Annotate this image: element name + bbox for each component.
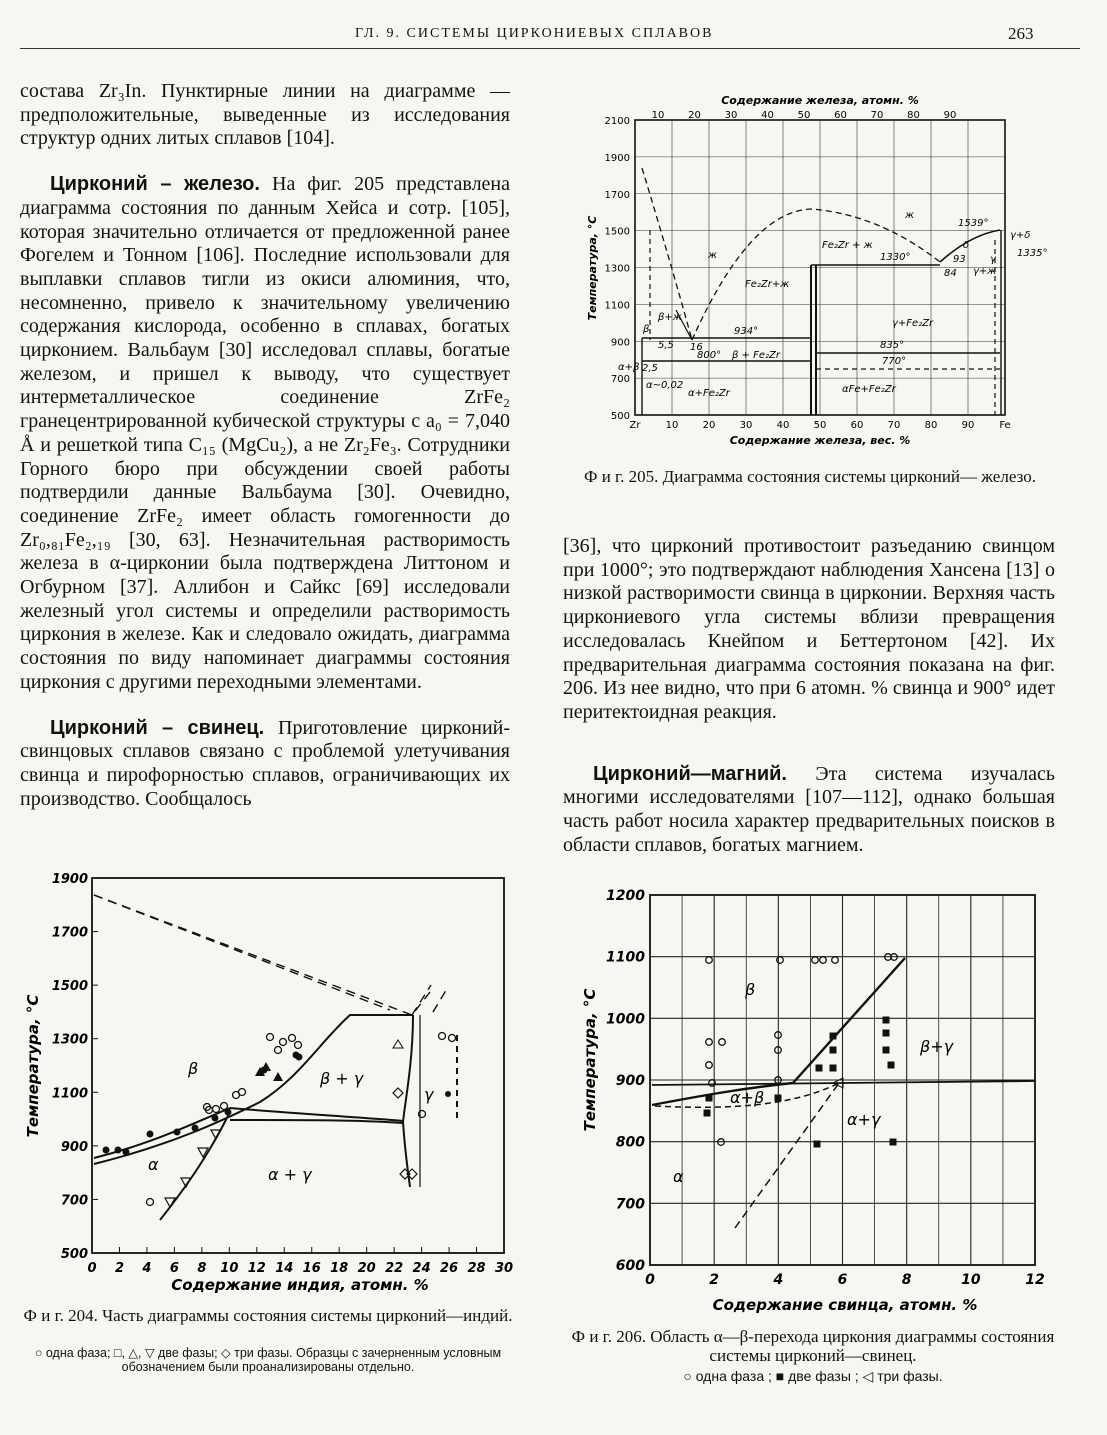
fig206-point-one-phase (706, 1062, 713, 1069)
fig205-y-tick-label: 1100 (604, 300, 630, 312)
fig206-point-one-phase (832, 957, 839, 964)
fig206-point-two-phase (704, 1110, 711, 1117)
fig204-region-gamma: γ (424, 1085, 434, 1104)
fig206-x-tick-label: 2 (709, 1272, 720, 1288)
fig204-x-tick-label: 8 (197, 1261, 207, 1276)
fig204-x-tick-label: 0 (87, 1261, 97, 1276)
fig204-point-one-phase (280, 1039, 287, 1046)
fig204-region-beta-gamma: β + γ (320, 1069, 364, 1088)
fig205-y-ticks (605, 116, 630, 422)
fig206-y-tick-label: 1200 (606, 888, 645, 904)
fig204-point-analyzed (174, 1129, 181, 1136)
fig205-label: αFe+Fe₂Zr (842, 384, 896, 395)
fig204-y-tick-label: 1300 (51, 1032, 88, 1048)
fig206-y-tick-label: 1000 (606, 1011, 645, 1028)
fig205-label: 84 (944, 268, 957, 279)
fig205-label: Fe₂Zr+ж (745, 279, 790, 290)
fig205-label: α+β (618, 362, 640, 373)
fig206-legend: ○ одна фаза ; ■ две фазы ; ◁ три фазы. (683, 1368, 943, 1384)
fig205-top-ticks (652, 110, 957, 121)
fig205-label: ж (905, 210, 915, 221)
fig206-point-two-phase (883, 1030, 890, 1037)
fig204-x-tick-label: 28 (467, 1261, 486, 1276)
fig205-label: Fe₂Zr + ж (822, 240, 873, 251)
fig205-label: γ+Fe₂Zr (892, 318, 934, 329)
fig205-y-axis-label: Температура, °C (586, 215, 599, 321)
fig206-point-two-phase (888, 1062, 895, 1069)
fig205-label: γ (990, 254, 996, 265)
fig206-region-alpha-beta: α+β (730, 1088, 765, 1107)
fig206-point-two-phase (816, 1065, 823, 1072)
fig204-point-two-phase (261, 1062, 271, 1071)
fig206-y-ticks (606, 888, 645, 1274)
fig205-top-tick-label: 80 (907, 110, 920, 121)
fig205-bottom-ticks (630, 420, 1011, 431)
fig206-region-alpha-gamma: α+γ (847, 1110, 881, 1129)
fig205-label: 800° (697, 350, 722, 361)
fig205-label: γ+δ (1010, 230, 1031, 241)
fig204-point-analyzed (445, 1091, 451, 1097)
fig204-dashed-lower (94, 895, 430, 1015)
fig206-x-ticks (645, 1272, 1045, 1288)
fig204-beta-gamma-line (94, 1015, 413, 1164)
left-paragraph-3 (20, 717, 510, 812)
fig204-x-tick-label: 24 (412, 1261, 431, 1276)
figure-206-diagram (565, 880, 1065, 1320)
fig204-point-two-phase (273, 1072, 283, 1081)
fig205-label: 770° (882, 356, 907, 367)
fig204-x-tick-label: 6 (169, 1261, 179, 1276)
fig205-y-tick-label: 1300 (604, 263, 630, 275)
fig205-label: γ+ж (973, 266, 997, 277)
left-paragraph-2 (20, 173, 510, 694)
fig204-frame (92, 878, 504, 1253)
fig204-y-tick-label: 1900 (51, 872, 88, 887)
fig204-y-tick-label: 1100 (51, 1086, 88, 1102)
fig205-y-tick-label: 1900 (604, 152, 630, 164)
fig205-label: 1330° (880, 252, 911, 263)
zr-fe-text: На фиг. 205 представлена диаграмма состояния по данным Хейса и сотр. [105], которая значительно отличается от предложенной ранее Фогелем и Тонном [106]. Последние использовали для выплавки сплавов тигли из окиси алюминия, что, несомненно, привело к значительному увеличению содержания кислорода, особенно в сплавах, богатых цирконием. Вальбаум [30] исследовал сплавы, богатые железом, и пришел к выводу, что существует интерметаллическое соединение ZrFe₂ гранецентрированной кубической структуры с a₀ = 7,040 Å и решеткой типа C₁₅ (MgCu₂), а не Zr₂Fe₃. Сотрудники Горного бюро при обсуждении своей работы подтвердили данные Вальбаума [30]. Очевидно, соединение ZrFe₂ имеет область гомогенности до Zr₀,₈₁Fe₂,₁₉ [30, 63]. Незначительная растворимость железа в α-цирконии была подтверждена Литтоном и Огбурном [37]. Аллибон и Сайкс [69] исследовали железный угол системы и определили растворимость циркония в железе. Как и следовало ожидать, диаграмма состояния по виду напоминает диаграммы состояния циркония с другими переходными элементами. (20, 173, 511, 693)
fig204-dashed-tip (412, 985, 431, 1015)
fig206-point-two-phase (883, 1047, 890, 1054)
fig204-x-tick-label: 10 (220, 1261, 239, 1276)
fig204-point-three-phase (393, 1088, 403, 1098)
fig205-label: α~0,02 (646, 380, 684, 391)
fig204-gamma-left (403, 1015, 413, 1187)
right-text-column (563, 535, 1055, 857)
fig204-x-tick-label: 12 (247, 1261, 266, 1276)
fig204-x-tick-label: 18 (330, 1261, 349, 1276)
fig205-label: δ (963, 240, 970, 251)
fig204-x-ticks (87, 1247, 513, 1276)
zr-mg-text: Эта система изучалась многими исследователями [107—112], однако большая часть работ носила характер предварительных поисков в области сплавов, богатых магнием. (563, 762, 1056, 856)
fig204-y-tick-label: 700 (60, 1193, 88, 1209)
fig204-region-alpha: α (148, 1155, 159, 1174)
fig205-label: 93 (953, 254, 966, 265)
fig205-label: 5,5 (658, 340, 674, 351)
left-text-column (20, 80, 510, 811)
fig204-point-one-phase (147, 1199, 154, 1206)
section-heading-zr-mg: Цирконий—магний. (593, 762, 787, 785)
fig205-caption: Ф и г. 205. Диаграмма состояния системы цирконий— железо. (584, 467, 1036, 486)
fig204-point-one-phase (275, 1047, 282, 1054)
fig204-dashed-right-tip (433, 987, 448, 1012)
fig204-y-axis-label: Температура, °C (24, 994, 42, 1138)
fig206-x-tick-label: 8 (901, 1272, 912, 1288)
fig205-label: β (643, 324, 650, 335)
fig205-y-tick-label: 1500 (604, 226, 630, 238)
right-paragraph-1: [36], что цирконий противостоит разъеданию свинцом при 1000°; это подтверждают наблюдения Хансена [13] о низкой растворимости свинца в цирконии. Верхняя часть циркониевого угла системы вблизи превращения исследовалась Кнейпом и Беттертоном [42]. Их предварительная диаграмма состояния показана на фиг. 206. Из нее видно, что при 6 атомн. % свинца и 900° идет перитектоидная реакция. (563, 535, 1055, 723)
fig204-y-tick-label: 900 (60, 1139, 88, 1155)
fig205-top-tick-label: 70 (870, 110, 884, 121)
fig204-region-alpha-gamma: α + γ (268, 1165, 312, 1184)
fig206-y-tick-label: 700 (615, 1196, 645, 1213)
fig204-x-tick-label: 14 (275, 1261, 294, 1276)
fig204-point-analyzed (192, 1125, 199, 1132)
header-rule (20, 48, 1080, 49)
fig205-label: β+ж (658, 312, 682, 323)
fig204-x-tick-label: 26 (440, 1261, 459, 1276)
fig205-top-axis-label: Содержание железа, атомн. % (721, 94, 919, 107)
fig205-bottom-tick-label: 50 (813, 420, 827, 431)
fig204-point-one-phase (267, 1034, 274, 1041)
left-paragraph-1: состава Zr₃In. Пунктирные линии на диаграмме — предположительные, выведенные из исследования структур одних литых сплавов [104]. (20, 80, 510, 150)
fig204-point-analyzed (212, 1115, 219, 1122)
fig204-x-axis-label: Содержание индия, атомн. % (171, 1276, 429, 1294)
fig205-bottom-tick-label: 30 (739, 420, 753, 431)
running-title: ГЛ. 9. СИСТЕМЫ ЦИРКОНИЕВЫХ СПЛАВОВ (355, 26, 714, 41)
fig204-point-one-phase (221, 1103, 228, 1110)
fig206-point-two-phase (890, 1139, 897, 1146)
fig205-top-tick-label: 20 (688, 110, 701, 121)
fig204-point-analyzed (115, 1147, 122, 1154)
fig205-y-tick-label: 500 (610, 411, 630, 422)
fig205-label: 835° (880, 340, 905, 351)
fig206-x-tick-label: 6 (837, 1272, 848, 1288)
fig204-region-beta: β (188, 1059, 199, 1078)
fig206-point-two-phase (830, 1047, 837, 1054)
fig204-y-tick-label: 500 (60, 1247, 88, 1262)
fig204-point-analyzed (123, 1149, 130, 1156)
fig205-bottom-tick-label: 80 (924, 420, 938, 431)
fig206-caption: Ф и г. 206. Область α—β-перехода циркония диаграммы состояния системы цирконий—свинец. (571, 1327, 1055, 1365)
fig205-bottom-tick-label: 60 (850, 420, 864, 431)
figure-205-diagram (580, 90, 1048, 460)
fig205-bottom-tick-label: 10 (665, 420, 679, 431)
fig205-label: β + Fe₂Zr (732, 350, 780, 361)
fig204-x-tick-label: 4 (142, 1261, 152, 1276)
fig205-label: 2,5 (642, 363, 658, 374)
fig206-phase-lines (652, 958, 1035, 1228)
fig206-point-one-phase (777, 957, 784, 964)
fig206-y-tick-label: 1100 (606, 949, 645, 966)
fig206-point-two-phase (775, 1095, 782, 1102)
fig204-point-one-phase (213, 1106, 220, 1113)
fig205-label: ж (708, 250, 718, 261)
fig204-point-analyzed (147, 1131, 154, 1138)
fig206-point-one-phase (706, 957, 713, 964)
fig206-region-alpha: α (673, 1167, 684, 1186)
right-paragraph-2 (563, 763, 1055, 858)
fig206-region-beta-gamma: β+γ (920, 1037, 954, 1056)
fig205-y-tick-label: 2100 (604, 116, 630, 127)
fig206-y-tick-label: 900 (615, 1073, 645, 1089)
page-number: 263 (1008, 24, 1034, 43)
fig206-y-tick-label: 800 (615, 1134, 645, 1151)
fig204-x-tick-label: 20 (357, 1261, 376, 1276)
fig206-region-beta: β (745, 980, 756, 999)
fig205-top-tick-label: 30 (724, 110, 738, 121)
fig205-label: 1335° (1017, 248, 1048, 259)
fig204-point-one-phase (295, 1042, 302, 1049)
fig206-y-axis-label: Температура, °C (581, 988, 599, 1132)
fig204-point-two-phase (393, 1040, 403, 1048)
fig206-point-one-phase (719, 1039, 726, 1046)
fig206-x-tick-label: 0 (645, 1272, 655, 1288)
fig204-point-one-phase (439, 1033, 446, 1040)
fig206-x-tick-label: 12 (1025, 1272, 1045, 1288)
fig206-y-tick-label: 600 (615, 1258, 645, 1274)
fig205-label: 934° (734, 326, 759, 337)
fig205-top-tick-label: 10 (651, 110, 665, 121)
fig204-x-tick-label: 22 (385, 1261, 404, 1276)
fig204-y-ticks (52, 872, 98, 1262)
page-header (0, 22, 1107, 52)
fig204-point-one-phase (449, 1035, 456, 1042)
fig206-point-one-phase (820, 957, 827, 964)
figure-204-diagram (20, 862, 520, 1302)
zr-pb-text: Приготовление цирконий-свинцовых сплавов связано с проблемой улетучивания свинца и пирофорностью сплавов, ограничивающих их производство. Сообщалось (20, 716, 511, 810)
fig204-legend: ○ одна фаза; □, △, ▽ две фазы; ◇ три фазы. Образцы с зачерненным условным обозначением были проанализированы отдельно. (34, 1346, 502, 1374)
fig205-bottom-tick-label: 70 (887, 420, 901, 431)
fig205-bottom-axis-label: Содержание железа, вес. % (729, 434, 911, 447)
fig206-alpha-beta-upper (652, 1083, 793, 1105)
fig205-top-tick-label: 40 (761, 110, 774, 121)
fig204-x-tick-label: 2 (114, 1261, 124, 1276)
fig204-x-tick-label: 16 (302, 1261, 321, 1276)
fig205-y-tick-label: 900 (610, 337, 630, 349)
fig205-y-tick-label: 700 (610, 374, 630, 386)
fig204-point-one-phase (239, 1089, 246, 1096)
fig205-top-tick-label: 90 (943, 110, 957, 121)
fig204-caption: Ф и г. 204. Часть диаграммы состояния системы цирконий—индий. (23, 1306, 513, 1325)
fig205-label: 16 (690, 342, 703, 353)
fig206-point-two-phase (830, 1033, 837, 1040)
fig206-point-two-phase (883, 1017, 890, 1024)
fig206-x-axis-label: Содержание свинца, атомн. % (712, 1296, 978, 1314)
fig204-point-analyzed (296, 1054, 303, 1061)
fig204-x-tick-label: 30 (494, 1261, 514, 1276)
fig206-point-two-phase (814, 1141, 821, 1148)
fig204-point-analyzed (225, 1109, 232, 1116)
section-heading-zr-fe: Цирконий – железо. (50, 173, 260, 196)
fig206-point-two-phase (706, 1095, 713, 1102)
fig206-x-tick-label: 4 (773, 1272, 784, 1288)
fig204-y-tick-label: 1700 (51, 925, 88, 941)
fig204-point-analyzed (103, 1147, 110, 1154)
fig205-top-tick-label: 50 (797, 110, 811, 121)
fig206-point-two-phase (830, 1065, 837, 1072)
fig205-top-tick-label: 60 (834, 110, 847, 121)
fig205-bottom-tick-label: 20 (702, 420, 716, 431)
section-heading-zr-pb: Цирконий – свинец. (50, 716, 265, 739)
fig205-bottom-tick-label: 40 (776, 420, 790, 431)
fig205-bottom-tick-label: 90 (961, 420, 975, 431)
fig204-y-tick-label: 1500 (51, 979, 88, 995)
fig206-point-one-phase (706, 1039, 713, 1046)
fig205-label: 1539° (958, 218, 989, 229)
fig205-y-tick-label: 1700 (604, 189, 630, 201)
fig206-point-one-phase (812, 957, 819, 964)
fig205-bottom-tick-label: Fe (999, 420, 1011, 431)
fig204-alpha-gamma-top (230, 1120, 403, 1123)
fig206-x-tick-label: 10 (961, 1272, 981, 1288)
fig205-bottom-tick-label: Zr (629, 420, 641, 431)
fig205-label: α+Fe₂Zr (688, 388, 730, 399)
fig204-point-one-phase (289, 1035, 296, 1042)
